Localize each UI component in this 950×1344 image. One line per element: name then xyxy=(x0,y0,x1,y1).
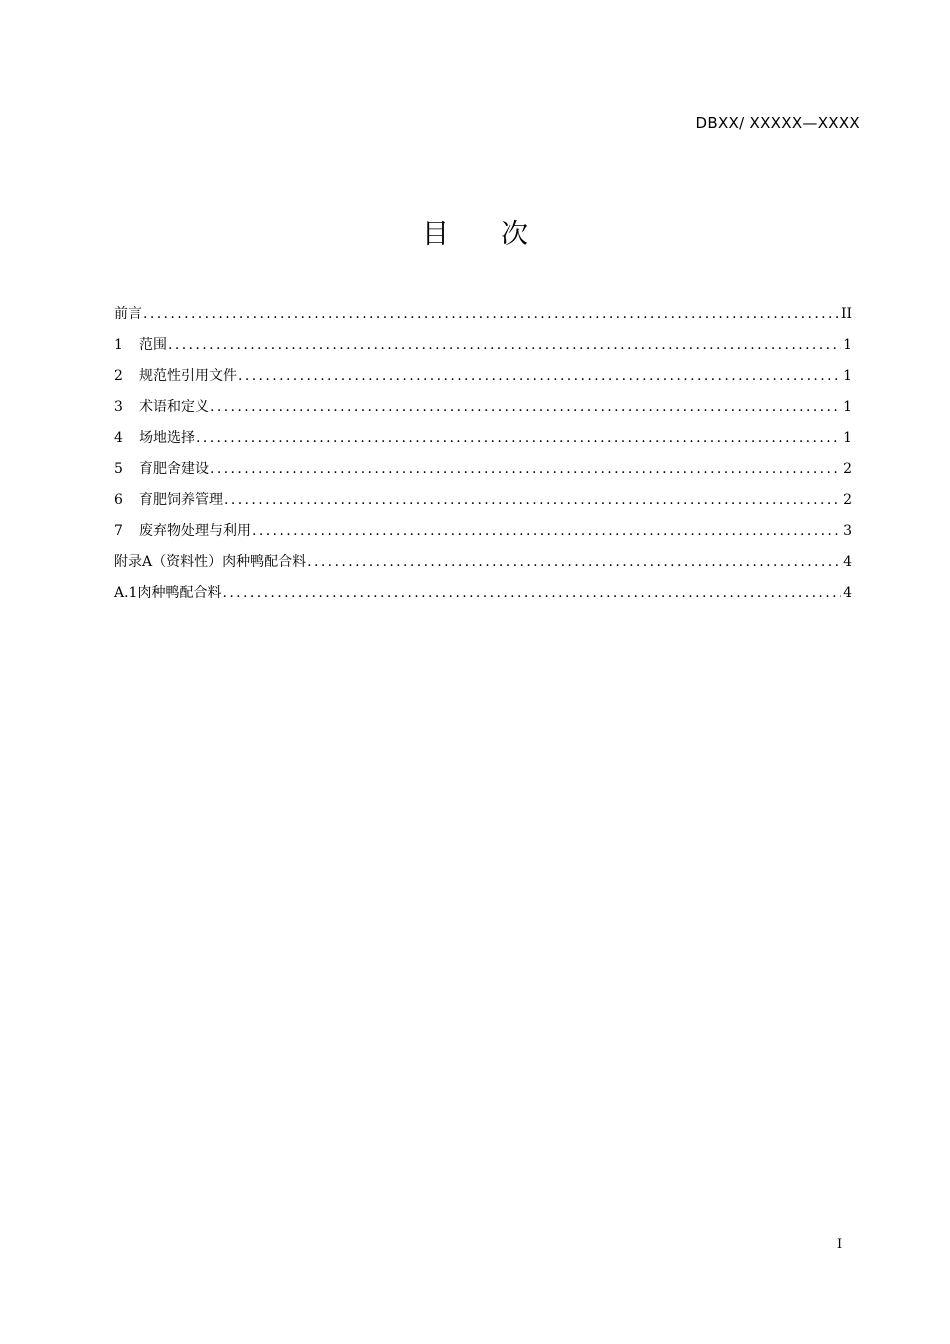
toc-entry-label: 育肥饲养管理 xyxy=(139,492,223,508)
toc-dot-leader xyxy=(224,492,841,508)
toc-entry-page: 2 xyxy=(843,461,852,477)
toc-entry-label: 前言 xyxy=(114,306,142,322)
toc-entry-label: 术语和定义 xyxy=(139,399,209,415)
toc-list xyxy=(114,303,852,613)
toc-entry-page: 1 xyxy=(843,368,852,384)
toc-entry-label: 育肥舍建设 xyxy=(139,461,209,477)
toc-title-part2: 次 xyxy=(501,219,528,250)
toc-entry-label: 附录A（资料性）肉种鸭配合料 xyxy=(114,554,307,570)
toc-title-part1: 目 xyxy=(422,219,449,250)
toc-dot-leader xyxy=(168,337,841,353)
toc-entry-number: 5 xyxy=(114,461,123,477)
toc-entry-foreword[interactable] xyxy=(114,303,852,334)
toc-dot-leader xyxy=(252,523,841,539)
toc-entry-label: 规范性引用文件 xyxy=(139,368,237,384)
toc-dot-leader xyxy=(238,368,841,384)
toc-entry-label: 范围 xyxy=(139,337,167,353)
toc-entry-number: 2 xyxy=(114,368,123,384)
toc-entry-house-construction[interactable] xyxy=(114,458,852,489)
toc-entry-appendix-a1[interactable] xyxy=(114,582,852,613)
toc-entry-number: 3 xyxy=(114,399,123,415)
toc-entry-label: A.1肉种鸭配合料 xyxy=(114,585,222,601)
toc-dot-leader xyxy=(222,585,841,601)
document-code: DBXX/ XXXXX—XXXX xyxy=(695,114,860,132)
toc-entry-page: 2 xyxy=(843,492,852,508)
toc-entry-label: 场地选择 xyxy=(139,430,195,446)
toc-entry-number: 1 xyxy=(114,337,123,353)
toc-entry-terms-definitions[interactable] xyxy=(114,396,852,427)
toc-entry-page: 3 xyxy=(843,523,852,539)
toc-entry-feeding-management[interactable] xyxy=(114,489,852,520)
toc-entry-number: 6 xyxy=(114,492,123,508)
toc-entry-number: 7 xyxy=(114,523,123,539)
toc-dot-leader xyxy=(307,554,841,570)
toc-entry-normative-references[interactable] xyxy=(114,365,852,396)
toc-entry-page: 1 xyxy=(843,399,852,415)
toc-entry-label: 废弃物处理与利用 xyxy=(139,523,251,539)
toc-entry-page: 4 xyxy=(843,554,852,570)
toc-dot-leader xyxy=(196,430,841,446)
page-number: I xyxy=(837,1237,843,1252)
toc-entry-site-selection[interactable] xyxy=(114,427,852,458)
toc-entry-appendix-a[interactable] xyxy=(114,551,852,582)
toc-entry-page: 1 xyxy=(843,430,852,446)
toc-dot-leader xyxy=(210,461,841,477)
toc-entry-scope[interactable] xyxy=(114,334,852,365)
toc-dot-leader xyxy=(143,306,839,322)
toc-entry-page: II xyxy=(840,306,852,322)
toc-entry-page: 4 xyxy=(843,585,852,601)
toc-entry-number: 4 xyxy=(114,430,123,446)
toc-entry-waste-treatment[interactable] xyxy=(114,520,852,551)
toc-entry-page: 1 xyxy=(843,337,852,353)
toc-dot-leader xyxy=(210,399,841,415)
toc-title xyxy=(0,212,950,251)
